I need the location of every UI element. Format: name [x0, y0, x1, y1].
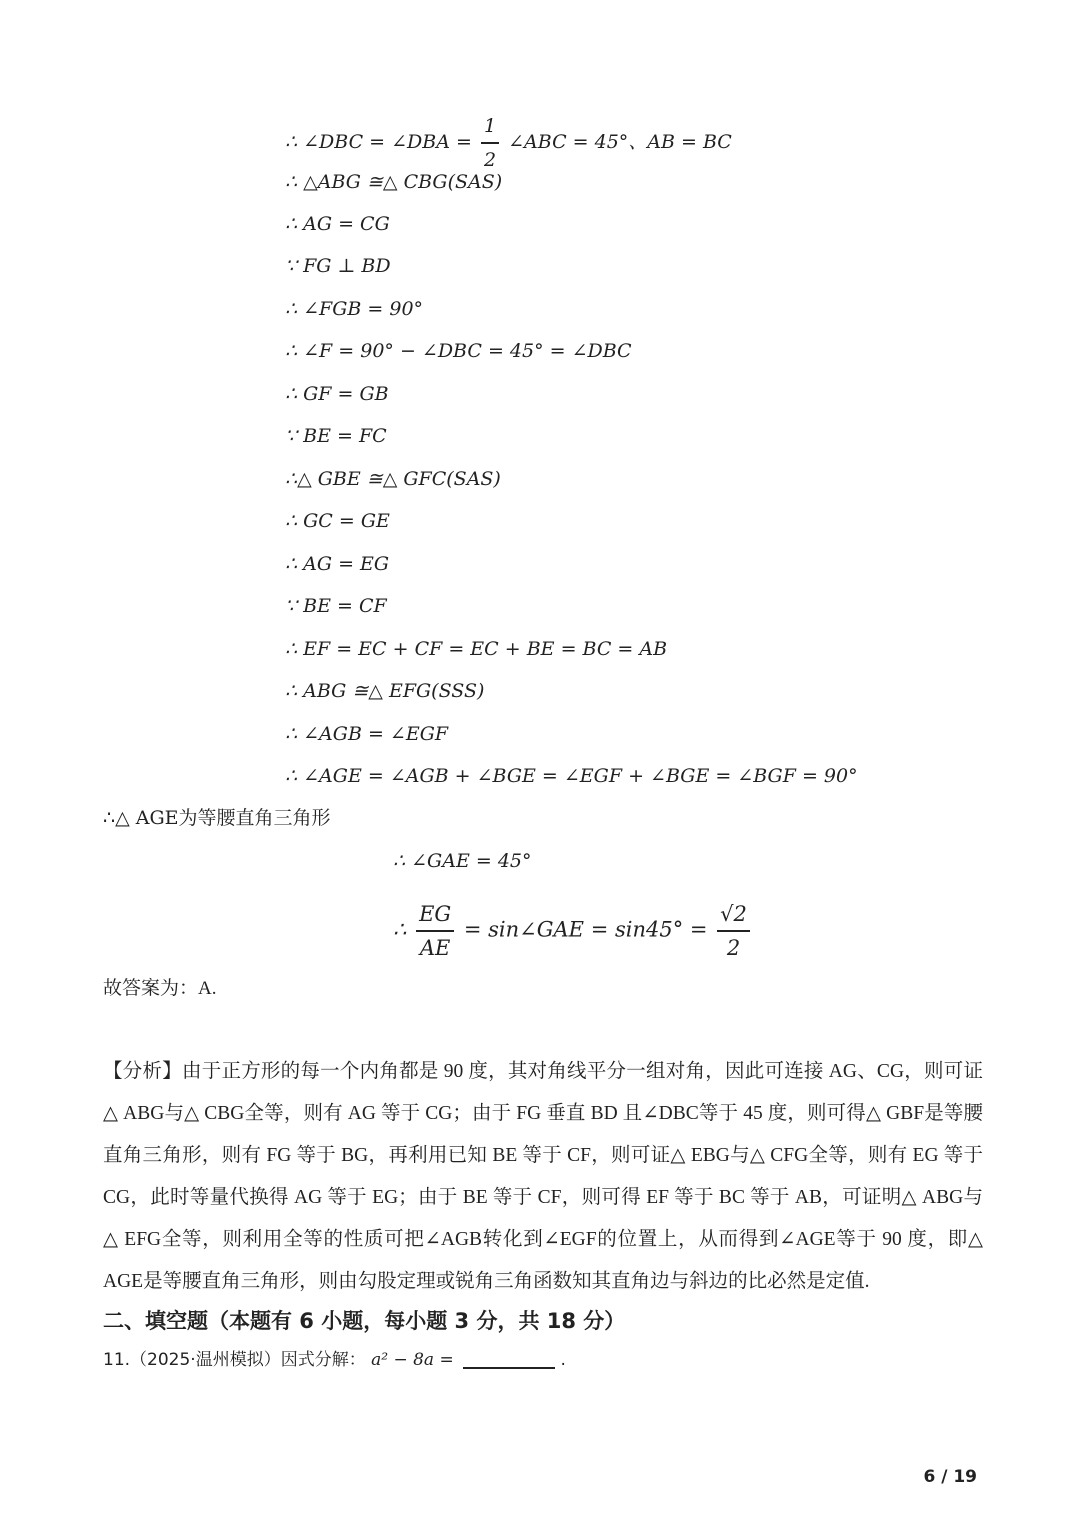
proof-line: ∴ GC = GE	[285, 510, 390, 532]
conclusion-line: ∴△ AGE为等腰直角三角形	[103, 807, 331, 829]
page-number: 6 / 19	[923, 1467, 977, 1487]
proof-line: ∴ GF = GB	[285, 383, 389, 405]
proof-line: ∴ ∠AGB = ∠EGF	[285, 723, 449, 745]
proof-line: ∵ FG ⊥ BD	[285, 255, 391, 277]
proof-line: ∴ ∠F = 90° − ∠DBC = 45° = ∠DBC	[285, 340, 632, 362]
proof-line-1	[285, 110, 732, 176]
answer-blank[interactable]	[463, 1367, 555, 1369]
proof-line: ∴ ABG ≅△ EFG(SSS)	[285, 680, 485, 702]
proof-line: ∴△ GBE ≅△ GFC(SAS)	[285, 468, 501, 490]
proof-line: ∴ EF = EC + CF = EC + BE = BC = AB	[285, 638, 668, 660]
question-11: 11.（2025·温州模拟）因式分解： a² − 8a = .	[103, 1350, 566, 1370]
proof-line: ∵ BE = FC	[285, 425, 387, 447]
proof-line: ∵ BE = CF	[285, 595, 387, 617]
question-11-expression: a² − 8a =	[371, 1350, 454, 1370]
proof-line-1-right: ∠ABC = 45°、AB = BC	[508, 131, 732, 153]
angle-gae-line: ∴ ∠GAE = 45°	[393, 850, 532, 872]
analysis-paragraph: 【分析】由于正方形的每一个内角都是 90 度，其对角线平分一组对角，因此可连接 AG、CG，则可证△ ABG与△ CBG全等，则有 AG 等于 CG；由于 FG 垂直 BD 且∠DBC等于 45 度，则可得△ GBF是等腰直角三角形，则有 FG 等于 BG，再利用已知 BE 等于 CF，则可证△ EBG与△ CFG全等，则有 EG 等于 CG，此时等量代换得 AG 等于 EG；由于 BE 等于 CF，则可得 EF 等于 BC 等于 AB，可证明△ ABG与△ EFG全等，则利用全等的性质可把∠AGB转化到∠EGF的位置上，从而得到∠AGE等于 90 度，即△ AGE是等腰直角三角形，则由勾股定理或锐角三角函数知其直角边与斜边的比必然是定值.	[103, 1061, 983, 1292]
section-title: 二、填空题（本题有 6 小题，每小题 3 分，共 18 分）	[103, 1309, 626, 1333]
proof-line: ∴ △ABG ≅△ CBG(SAS)	[285, 171, 503, 193]
proof-line: ∴ AG = EG	[285, 553, 390, 575]
question-11-text: 11.（2025·温州模拟）因式分解：	[103, 1350, 366, 1370]
proof-line: ∴ ∠FGB = 90°	[285, 298, 424, 320]
proof-line: ∴ AG = CG	[285, 213, 390, 235]
fraction-one-half: $\frac{1}{2}$	[481, 110, 499, 176]
proof-line-1-left: ∴ ∠DBC = ∠DBA =	[285, 131, 472, 153]
answer-line: 故答案为：A.	[103, 978, 217, 999]
fraction-eg-ae: $\frac{EG}{AE}$	[416, 898, 454, 964]
fraction-sqrt2-2: $\frac{√2}{2}$	[717, 898, 750, 964]
proof-line: ∴ ∠AGE = ∠AGB + ∠BGE = ∠EGF + ∠BGE = ∠BGF = 90°	[285, 765, 858, 787]
ratio-equation: ∴ $\frac{EG}{AE}$ = sin∠GAE = sin45° = $\frac{√2}{2}$	[393, 898, 753, 964]
